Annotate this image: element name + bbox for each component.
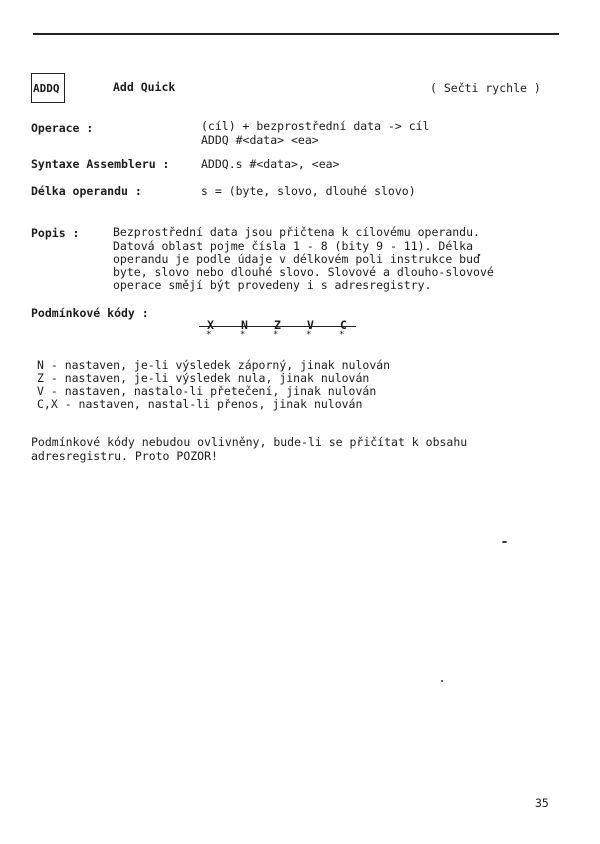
scan-speck bbox=[502, 541, 507, 543]
syntax-value: ADDQ.s #<data>, <ea> bbox=[201, 157, 340, 171]
scan-speck bbox=[441, 680, 443, 682]
description-line: Bezprostřední data jsou přičtena k cílovému operandu. bbox=[113, 225, 480, 239]
description-label: Popis : bbox=[31, 226, 80, 240]
description-line: operandu je podle údaje v délkovém poli instrukce buď bbox=[113, 252, 480, 266]
flag-v: V bbox=[307, 318, 314, 332]
syntax-label: Syntaxe Assembleru : bbox=[31, 157, 170, 171]
mnemonic-box bbox=[31, 73, 65, 103]
description-line: byte, slovo nebo dlouhé slovo. Slovové a dlouho-slovové bbox=[113, 265, 494, 279]
flag-explanation-n: N - nastaven, je-li výsledek záporný, jinak nulován bbox=[37, 358, 391, 372]
operation-formula: (cíl) + bezprostřední data -> cíl bbox=[201, 119, 430, 133]
note-line: adresregistru. Proto POZOR! bbox=[31, 449, 218, 463]
operation-example: ADDQ #<data> <ea> bbox=[201, 133, 319, 147]
operand-size-value: s = (byte, slovo, dlouhé slovo) bbox=[201, 184, 416, 198]
description-line: operace smějí být provedeny i s adresregistry. bbox=[113, 278, 432, 292]
note-line: Podmínkové kódy nebudou ovlivněny, bude-li se přičítat k obsahu bbox=[31, 435, 468, 449]
description-line: Datová oblast pojme čísla 1 - 8 (bity 9 - 11). Délka bbox=[113, 239, 474, 253]
flag-z-marker: * bbox=[273, 330, 279, 340]
page-number: 35 bbox=[535, 796, 549, 810]
instruction-translation: ( Sečti rychle ) bbox=[430, 81, 541, 95]
flag-n-marker: * bbox=[240, 330, 246, 340]
flag-x-marker: * bbox=[206, 330, 212, 340]
instruction-name: Add Quick bbox=[113, 80, 176, 94]
flag-n: N bbox=[241, 318, 248, 332]
operand-size-label: Délka operandu : bbox=[31, 184, 142, 198]
flag-v-marker: * bbox=[306, 330, 312, 340]
flag-explanation-v: V - nastaven, nastalo-li přetečení, jinak nulován bbox=[37, 384, 377, 398]
condition-codes-label: Podmínkové kódy : bbox=[31, 306, 149, 320]
flag-c-marker: * bbox=[339, 330, 345, 340]
flag-explanation-cx: C,X - nastaven, nastal-li přenos, jinak nulován bbox=[37, 397, 363, 411]
flag-c: C bbox=[340, 318, 347, 332]
flag-z: Z bbox=[274, 318, 281, 332]
mnemonic-label: ADDQ bbox=[33, 82, 60, 95]
flag-x: X bbox=[207, 318, 214, 332]
top-rule bbox=[33, 33, 559, 35]
flag-explanation-z: Z - nastaven, je-li výsledek nula, jinak nulován bbox=[37, 371, 370, 385]
operation-label: Operace : bbox=[31, 121, 94, 135]
